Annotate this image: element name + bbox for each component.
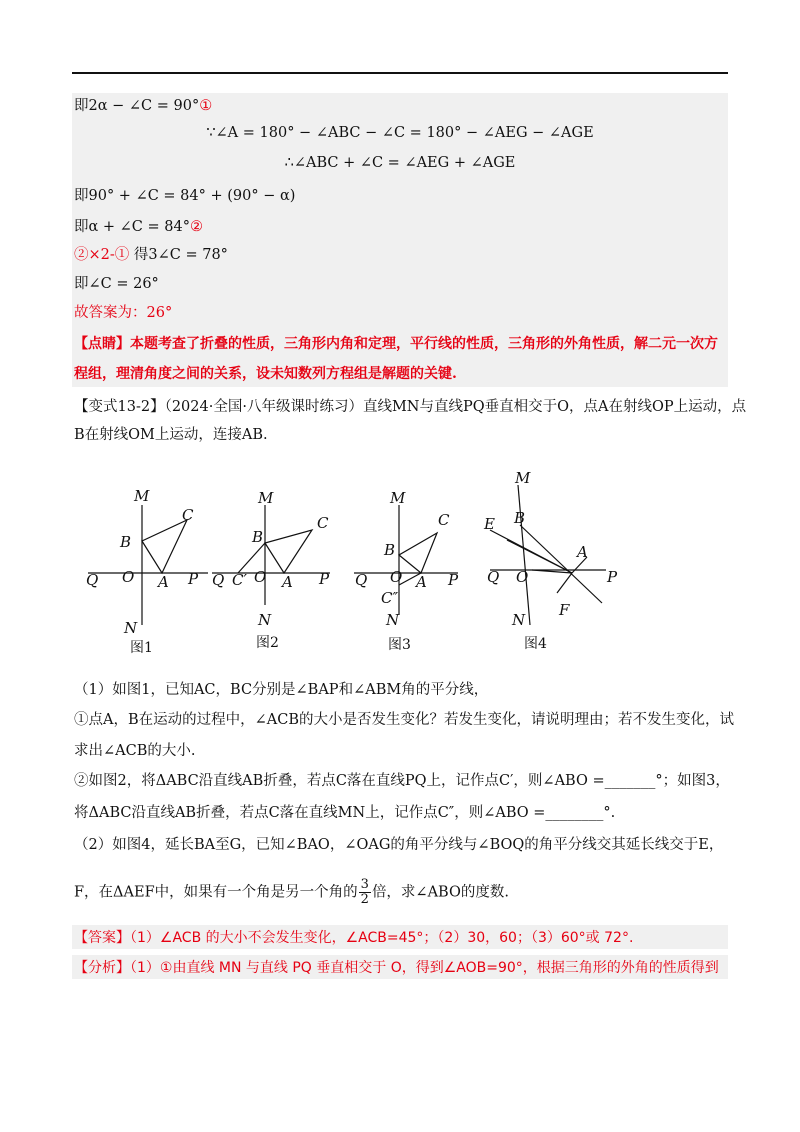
- question-line-3: 求出∠ACB的大小.: [74, 743, 196, 759]
- fig3-label-A: A: [416, 573, 427, 591]
- problem-line-1: 【变式13-2】（2024·全国·八年级课时练习）直线MN与直线PQ垂直相交于O，点A在射线OP上运动，点: [74, 399, 747, 415]
- fig3-label-M: M: [390, 489, 406, 507]
- fig4-label-F: F: [559, 601, 570, 619]
- fig4-label-O: O: [516, 568, 529, 586]
- question-line-1: （1）如图1，已知AC，BC分别是∠BAP和∠ABM角的平分线，: [74, 682, 489, 698]
- solution-line-6: ②×2-① 得3∠C = 78°: [74, 247, 228, 263]
- fig1-label-N: N: [124, 619, 138, 637]
- fig4-label-E: E: [484, 515, 495, 533]
- fig4-label-P: P: [607, 568, 618, 586]
- figure-2: [212, 505, 330, 605]
- fig1-label-A: A: [158, 573, 169, 591]
- question-line-2: ①点A，B在运动的过程中，∠ACB的大小是否发生变化？若发生变化，请说明理由；若不发生变化，试: [74, 712, 734, 728]
- solution-line-8: 故答案为：26°: [74, 305, 173, 321]
- fig4-caption: 图4: [524, 636, 547, 652]
- fig1-label-O: O: [122, 568, 135, 586]
- fig4-label-A: A: [577, 543, 588, 561]
- question-line-5: 将ΔABC沿直线AB折叠，若点C落在直线MN上，记作点C″，则∠ABO =________°.: [74, 805, 616, 821]
- fig2-label-O: O: [254, 568, 267, 586]
- fig2-caption: 图2: [256, 635, 279, 651]
- fig2-label-N: N: [258, 611, 272, 629]
- question-line-6: （2）如图4，延长BA至G，已知∠BAO，∠OAG的角平分线与∠BOQ的角平分线交其延长线交于E，: [74, 837, 724, 853]
- solution-line-3: ∴∠ABC + ∠C = ∠AEG + ∠AGE: [284, 155, 516, 171]
- fig4-label-M: M: [515, 469, 531, 487]
- solution-line-5: 即α + ∠C = 84°②: [74, 219, 203, 235]
- fig2-label-A: A: [282, 573, 293, 591]
- answer-block: 【答案】（1）∠ACB 的大小不会发生变化，∠ACB=45°；（2）30，60；（3）60°或 72°.: [72, 925, 728, 949]
- figures-svg: [72, 465, 728, 665]
- fig4-label-Q: Q: [487, 568, 500, 586]
- solution-line-2: ∵∠A = 180° − ∠ABC − ∠C = 180° − ∠AEG − ∠AGE: [206, 125, 594, 141]
- header-rule: [72, 72, 728, 74]
- fig3-label-Q: Q: [355, 571, 368, 589]
- fig2-label-M: M: [258, 489, 274, 507]
- fig2-label-B: B: [252, 528, 264, 546]
- fig3-label-C2: C″: [381, 589, 399, 607]
- fig1-label-Q: Q: [86, 571, 99, 589]
- fig3-caption: 图3: [388, 637, 411, 653]
- fig1-label-C: C: [182, 506, 194, 524]
- fig1-label-M: M: [134, 487, 150, 505]
- fig4-label-N: N: [512, 611, 526, 629]
- fig2-label-Q: Q: [212, 571, 225, 589]
- fig1-label-B: B: [120, 533, 132, 551]
- fig1-caption: 图1: [130, 640, 153, 656]
- solution-line-7: 即∠C = 26°: [74, 276, 159, 292]
- fraction-three-halves: $\frac{3}{2}$: [360, 877, 369, 907]
- problem-line-2: B在射线OM上运动，连接AB.: [74, 427, 268, 443]
- fig3-label-O: O: [390, 568, 403, 586]
- fig2-label-C: C: [317, 514, 329, 532]
- fig2-label-C1: C′: [232, 571, 247, 589]
- question-line-7: F，在ΔAEF中，如果有一个角是另一个角的 $\frac{3}{2}$ 倍，求∠ABO的度数.: [74, 877, 509, 907]
- analysis-block: 【分析】（1）①由直线 MN 与直线 PQ 垂直相交于 O，得到∠AOB=90°，根据三角形的外角的性质得到: [72, 955, 728, 979]
- fig2-label-P: P: [319, 570, 330, 588]
- fig3-label-N: N: [386, 611, 400, 629]
- figure-4: [490, 485, 606, 625]
- solution-line-1: 即2α − ∠C = 90°①: [74, 98, 213, 114]
- question-line-4: ②如图2，将ΔABC沿直线AB折叠，若点C落在直线PQ上，记作点C′，则∠ABO =_______°；如图3，: [74, 773, 730, 789]
- fig3-label-P: P: [448, 571, 459, 589]
- fig1-label-P: P: [188, 570, 199, 588]
- comment-line-2: 程组，理清角度之间的关系，设未知数列方程组是解题的关键.: [74, 366, 457, 382]
- comment-line-1: 【点睛】本题考查了折叠的性质，三角形内角和定理，平行线的性质，三角形的外角性质，解二元一次方: [74, 336, 718, 352]
- fig3-label-C: C: [438, 511, 450, 529]
- fig3-label-B: B: [384, 541, 396, 559]
- solution-line-4: 即90° + ∠C = 84° + (90° − α): [74, 188, 296, 204]
- fig4-label-B: B: [514, 509, 526, 527]
